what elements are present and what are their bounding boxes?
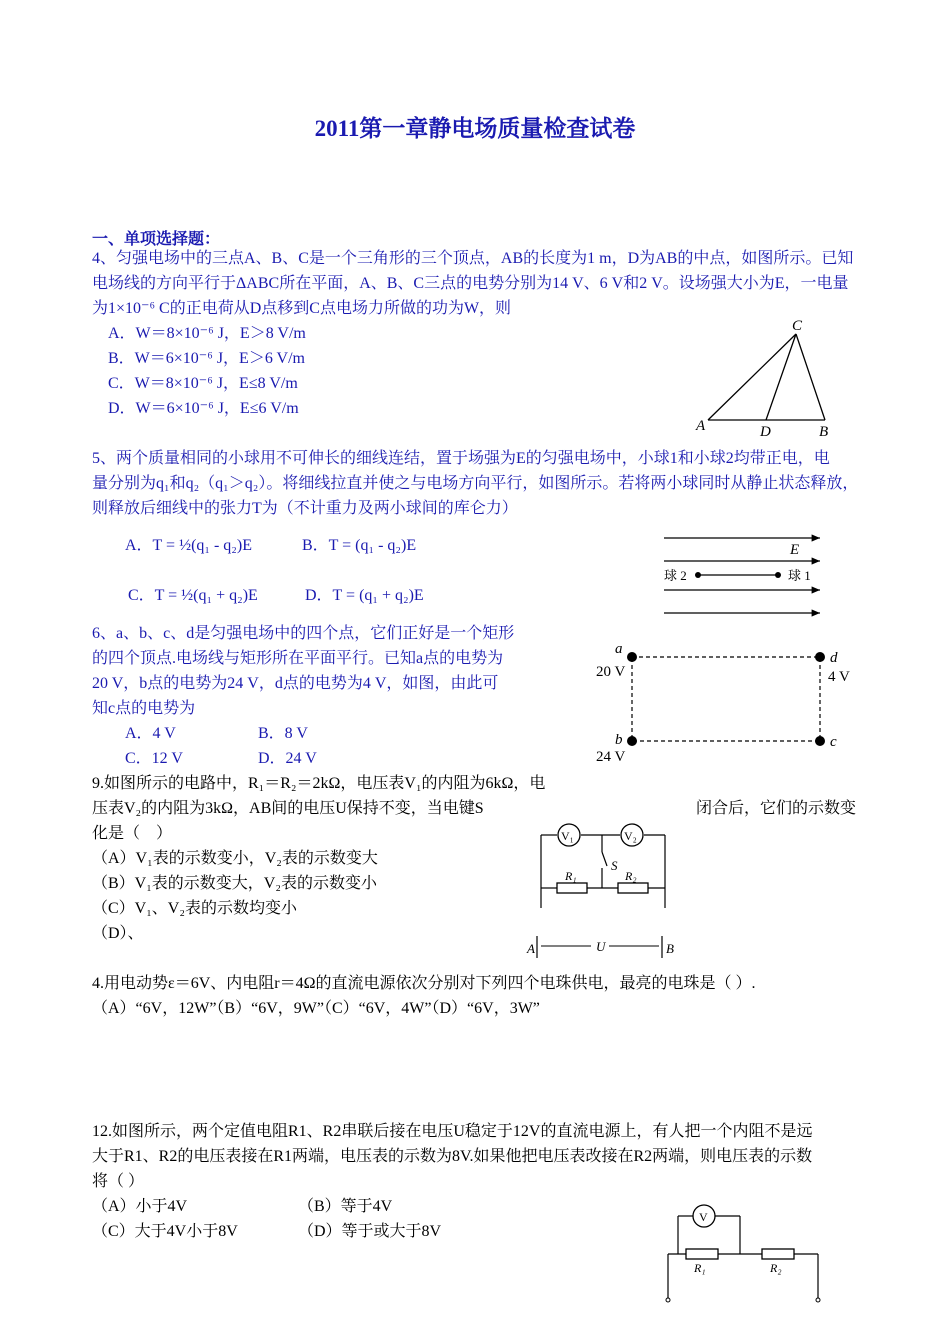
q12-option-c: （C）大于4V小于8V (92, 1223, 238, 1240)
label-a: A (527, 941, 535, 956)
q12-option-d: （D）等于或大于8V (298, 1223, 442, 1240)
label-s: S (611, 858, 618, 873)
q4-line1: 4、匀强电场中的三点A、B、C是一个三角形的三个顶点，AB的长度为1 m，D为AB的中点，如图所示。已知 (92, 250, 854, 267)
label-u: U (596, 939, 606, 954)
label-r1: R₁ (565, 869, 577, 883)
label-v: V (699, 1210, 708, 1224)
potential-a: 20 V (596, 664, 626, 680)
q6-option-c: C．12 V (125, 750, 183, 767)
q5-option-d: D．T = (q₁ + q₂)E (305, 587, 424, 604)
q6-option-a: A．4 V (125, 725, 176, 742)
label-v1: V₁ (561, 829, 574, 843)
q9-line1: 9.如图所示的电路中，R₁＝R₂＝2kΩ，电压表V₁的内阻为6kΩ，电 (92, 775, 546, 792)
label-a: A (696, 418, 706, 434)
q5-option-b: B．T = (q₁ - q₂)E (302, 537, 417, 554)
q4b-line2: （A）“6V，12W”（B）“6V，9W”（C）“6V，4W”（D）“6V，3W” (92, 1000, 540, 1017)
q5-option-c: C．T = ½(q₁ + q₂)E (128, 587, 258, 604)
section-heading: 一、单项选择题： (92, 231, 221, 248)
label-b: B (666, 941, 674, 956)
label-ball2: 球 2 (664, 568, 687, 583)
q4-line2: 电场线的方向平行于ΔABC所在平面，A、B、C三点的电势分别为14 V、6 V和2 V。设场强大小为E，一电量 (92, 275, 849, 292)
q5-line3: 则释放后细线中的张力T为（不计重力及两小球间的库仑力） (92, 500, 518, 517)
potential-b: 24 V (596, 749, 626, 765)
q9-circuit-figure (525, 818, 685, 958)
label-e: E (790, 542, 800, 558)
q12-line3: 将（ ） (92, 1173, 145, 1190)
q9-option-b: （B）V₁表的示数变大，V₂表的示数变小 (92, 875, 377, 892)
label-r2: R₂ (770, 1261, 782, 1275)
label-r2: R₂ (625, 869, 637, 883)
label-b: B (819, 424, 829, 440)
q6-line4: 知c点的电势为 (92, 700, 196, 717)
label-point-d: d (830, 650, 838, 666)
label-r1: R₁ (694, 1261, 706, 1275)
q9-line2a: 压表V₂的内阻为3kΩ，AB间的电压U保持不变，当电键S (92, 800, 484, 817)
q6-option-b: B．8 V (258, 725, 308, 742)
label-point-c: c (830, 734, 837, 750)
q12-circuit-figure (660, 1200, 835, 1305)
q4b-line1: 4.用电动势ε＝6V、内电阻r＝4Ω的直流电源依次分别对下列四个电珠供电，最亮的电珠是（ ）. (92, 975, 756, 992)
q6-line1: 6、a、b、c、d是匀强电场中的四个点，它们正好是一个矩形 (92, 625, 515, 642)
label-d: D (760, 424, 771, 440)
q9-option-c: （C）V₁、V₂表的示数均变小 (92, 900, 297, 917)
page-title: 2011第一章静电场质量检查试卷 (314, 116, 636, 141)
q6-line3: 20 V，b点的电势为24 V，d点的电势为4 V，如图，由此可 (92, 675, 499, 692)
q5-option-a: A．T = ½(q₁ - q₂)E (125, 537, 252, 554)
q4-option-a: A．W＝8×10⁻⁶ J，E＞8 V/m (108, 325, 306, 342)
q4-option-c: C．W＝8×10⁻⁶ J，E≤8 V/m (108, 375, 298, 392)
q9-line3: 化是（ ） (92, 825, 173, 842)
q9-option-d: （D）、 (92, 925, 144, 942)
q9-option-a: （A）V₁表的示数变小，V₂表的示数变大 (92, 850, 378, 867)
q4-line3: 为1×10⁻⁶ C的正电荷从D点移到C点电场力所做的功为W，则 (92, 300, 512, 317)
q6-option-d: D．24 V (258, 750, 317, 767)
label-c: C (792, 318, 803, 334)
label-point-b: b (615, 732, 623, 748)
q12-line1: 12.如图所示，两个定值电阻R1、R2串联后接在电压U稳定于12V的直流电源上，有人把一个内阻不是远 (92, 1123, 813, 1140)
q5-line2: 量分别为q₁和q₂（q₁＞q₂）。将细线拉直并使之与电场方向平行，如图所示。若将两小球同时从静止状态释放， (92, 475, 859, 492)
label-v2: V₂ (624, 829, 637, 843)
label-point-a: a (615, 641, 623, 657)
q12-option-a: （A）小于4V (92, 1198, 188, 1215)
label-ball1: 球 1 (788, 568, 811, 583)
q4-option-d: D．W＝6×10⁻⁶ J，E≤6 V/m (108, 400, 299, 417)
q6-rectangle-figure (590, 640, 860, 770)
q12-option-b: （B）等于4V (298, 1198, 393, 1215)
potential-d: 4 V (828, 669, 850, 685)
q12-line2: 大于R1、R2的电压表接在R1两端，电压表的示数为8V.如果他把电压表改接在R2两端，则电压表的示数 (92, 1148, 813, 1165)
q4-triangle-figure (690, 312, 840, 442)
q5-field-figure (660, 528, 830, 623)
q9-line2b: 闭合后，它们的示数变 (696, 800, 857, 817)
q4-option-b: B．W＝6×10⁻⁶ J，E＞6 V/m (108, 350, 305, 367)
q5-line1: 5、两个质量相同的小球用不可伸长的细线连结，置于场强为E的匀强电场中，小球1和小球2均带正电，电 (92, 450, 830, 467)
q6-line2: 的四个顶点.电场线与矩形所在平面平行。已知a点的电势为 (92, 650, 504, 667)
